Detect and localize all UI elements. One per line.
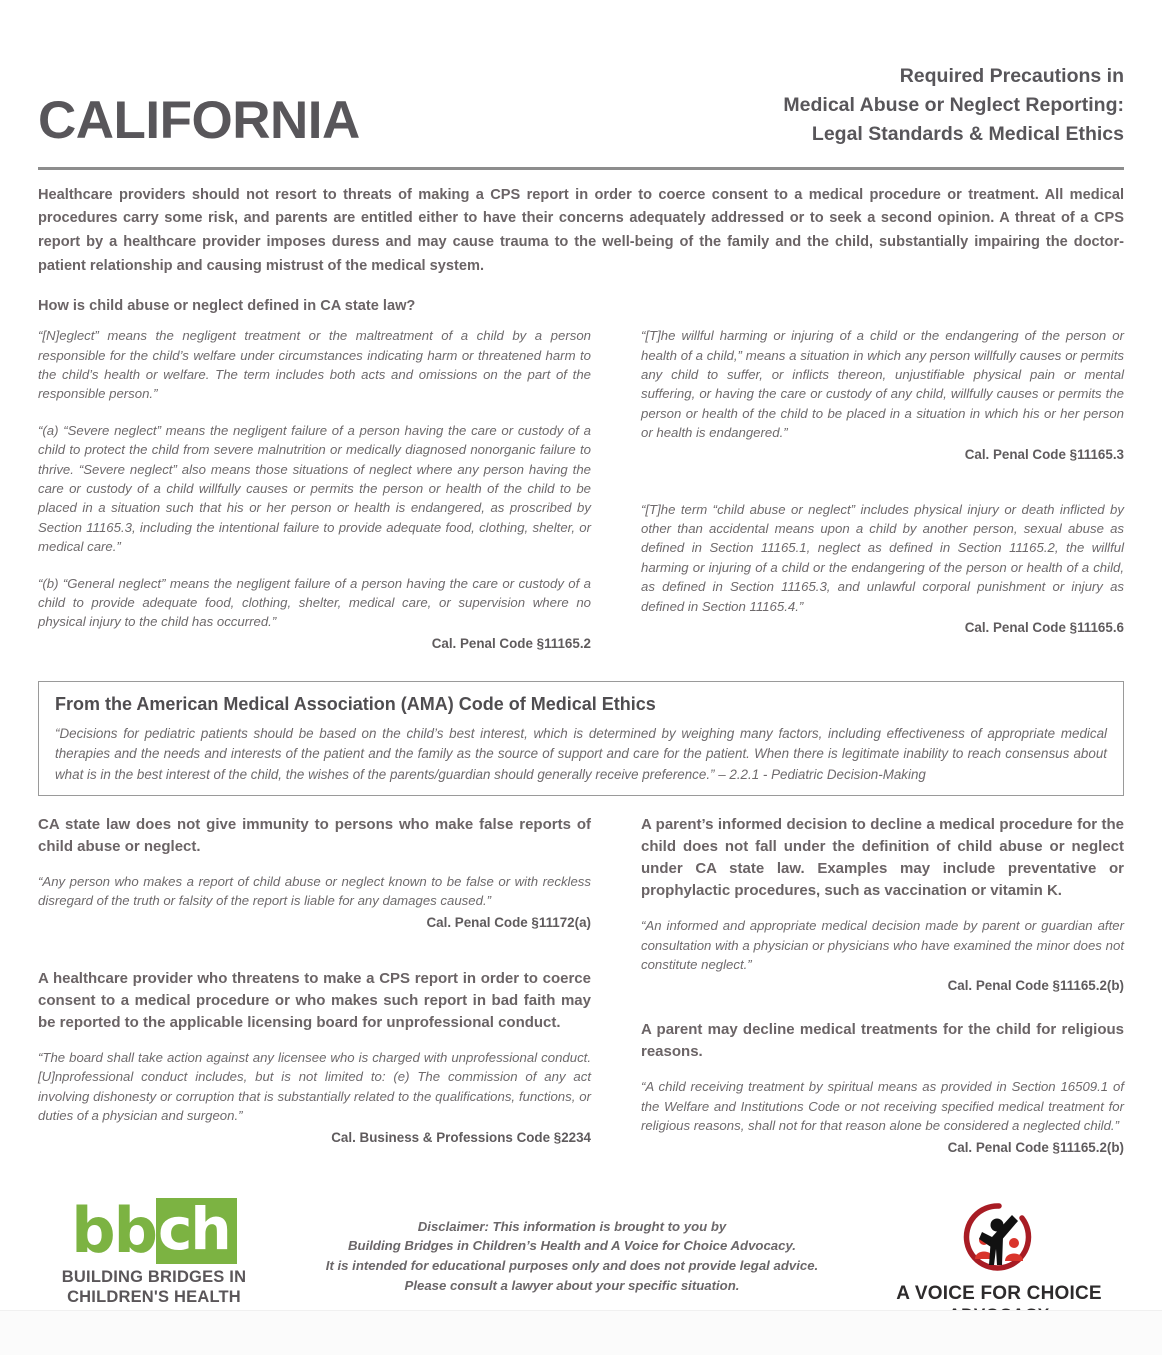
statute-citation: Cal. Penal Code §11165.6 [964,620,1124,636]
page-title: CALIFORNIA [38,90,360,150]
ama-box-quote: “Decisions for pediatric patients should be based on the child’s best interest, which is determined by weighing many factors, including effectiveness of appropriate medical therapies and the needs and interests of the patient and the family as the source of support and care for the patient. When there is legitimate inability to reach consensus about what is in the best interest of the child, the wishes of the parents/guardian should generally receive preference.” – 2.2.1 - Pediatric Decision-Making [55,725,1107,782]
spacer [38,946,591,968]
definitions-right-column [641,326,1124,667]
disclaimer-line-4: Please consult a lawyer about your specific situation. [404,1278,740,1294]
document-subtitle [783,62,1124,151]
statute-quote: “[N]eglect” means the negligent treatment or the maltreatment of a child by a person responsible for the child’s welfare under circumstances indicating harm or threatened harm to the child’s health or welfare. The term includes both acts and omissions on the part of the responsible person.” [38,328,591,402]
document-header [38,0,1124,151]
bbch-logo-ch-text: ch [156,1198,237,1264]
avfc-name: A VOICE FOR CHOICE [896,1282,1102,1304]
statute-quote: “Any person who makes a report of child abuse or neglect known to be false or with reckless disregard of the truth or falsity of the report is liable for any damages caused.” [38,874,591,909]
key-statement: A parent’s informed decision to decline a medical procedure for the child does not fall under the definition of child abuse or neglect under CA state law. Examples may include preventative or prophylactic procedures, such as vaccination or vitamin K. [641,815,1124,900]
subtitle-line-2: Medical Abuse or Neglect Reporting: [783,93,1124,116]
avoice-for-choice-logo-icon [956,1199,1042,1279]
statute-quote: “[T]he term “child abuse or neglect” includes physical injury or death inflicted by other than accidental means upon a child by another person, sexual abuse as defined in Section 11165.1, neglect as defined in Section 11165.2, the willful harming or injuring of a child or the endangering of the person or health of a child, as defined in Section 11165.3, and unlawful corporal punishment or injury as defined in Section 11165.4.” [641,501,1124,614]
page-bottom-band [0,1310,1162,1355]
disclaimer-line-3: It is intended for educational purposes only and does not provide legal advice. [325,1258,819,1274]
subtitle-line-3: Legal Standards & Medical Ethics [811,122,1124,145]
statute-citation: Cal. Penal Code §11172(a) [426,914,591,930]
statute-citation: Cal. Business & Professions Code §2234 [331,1129,591,1145]
section-question: How is child abuse or neglect defined in CA state law? [38,298,416,315]
statute-citation: Cal. Penal Code §11165.3 [964,446,1124,462]
lower-left-column [38,814,591,1171]
statute-citation: Cal. Penal Code §11165.2 [431,635,591,651]
bbch-name-line-1: BUILDING BRIDGES IN [61,1267,247,1286]
statute-citation: Cal. Penal Code §11165.2(b) [947,978,1124,994]
statute-quote: “(a) “Severe neglect” means the negligent failure of a person having the care or custody of a child to protect the child from severe malnutrition or medically diagnosed nonorganic failure to thrive. “Severe neglect” also means those situations of neglect where any person having the care or custody of a child willfully causes or permits the person or health of the child to be placed in a situation such that his or her person or health is endangered, as proscribed by Section 11165.3, including the intentional failure to provide adequate food, clothing, shelter, or medical care.” [38,422,591,555]
statute-citation: Cal. Penal Code §11165.2(b) [947,1139,1124,1155]
spacer [641,1009,1124,1019]
disclaimer-line-2: Building Bridges in Children’s Health and A Voice for Choice Advocacy. [348,1238,796,1254]
statute-quote: “[T]he willful harming or injuring of a child or the endangering of the person or health of a child,” means a situation in which any person willfully causes or permits any child to suffer, or inflicts thereon, unjustifiable physical pain or mental suffering, or having the care or custody of any child, willfully causes or permits the person or health of the child to be placed in a situation in which his or her person or health is endangered.” [641,328,1124,441]
key-statement: A parent may decline medical treatments for the child for religious reasons. [641,1021,1124,1061]
subtitle-line-1: Required Precautions in [899,65,1124,87]
key-statement: CA state law does not give immunity to persons who make false reports of child abuse or neglect. [38,815,591,855]
key-statement: A healthcare provider who threatens to make a CPS report in order to coerce consent to a medical procedure or who makes such report in bad faith may be reported to the applicable licensing board for unprofessional conduct. [38,969,591,1031]
bbch-logo-bb-text: bb [71,1193,157,1267]
header-divider [38,167,1124,170]
statute-quote: “The board shall take action against any licensee who is charged with unprofessional conduct. [U]nprofessional conduct includes, but is not limited to: (e) The commission of any act involving dishonesty or corruption that is substantially related to the qualifications, functions, or duties of a physician and surgeon.” [38,1050,591,1124]
ama-box-title: From the American Medical Association (AMA) Code of Medical Ethics [55,693,656,714]
lower-columns [38,814,1124,1171]
statute-quote: “(b) “General neglect” means the negligent failure of a person having the care or custody of a child to provide adequate food, clothing, shelter, medical care, or supervision where no physical injury to the child has occurred.” [38,575,591,630]
definitions-columns [38,326,1124,667]
lower-right-column [641,814,1124,1171]
ama-callout-box [38,681,1124,796]
bbch-name-line-2: CHILDREN'S HEALTH [67,1287,241,1306]
spacer [641,478,1124,500]
disclaimer-line-1: Disclaimer: This information is brought to you by [417,1218,727,1234]
statute-quote: “A child receiving treatment by spiritual means as provided in Section 16509.1 of the Welfare and Institutions Code or not receiving specified medical treatment for religious reasons, shall not for that reason alone be considered a neglected child.” [641,1079,1124,1134]
intro-paragraph: Healthcare providers should not resort to threats of making a CPS report in order to coerce consent to a medical procedure or treatment. All medical procedures carry some risk, and parents are entitled either to have their concerns adequately addressed or to seek a second opinion. A threat of a CPS report by a healthcare provider imposes duress and may cause trauma to the well-being of the family and the child, substantially impairing the doctor-patient relationship and causing mistrust of the medical system. [38,186,1124,274]
definitions-left-column [38,326,591,667]
statute-quote: “An informed and appropriate medical decision made by parent or guardian after consultation with a physician or physicians who have examined the minor does not constitute neglect.” [641,918,1124,972]
bbch-logo-icon [38,1193,270,1267]
